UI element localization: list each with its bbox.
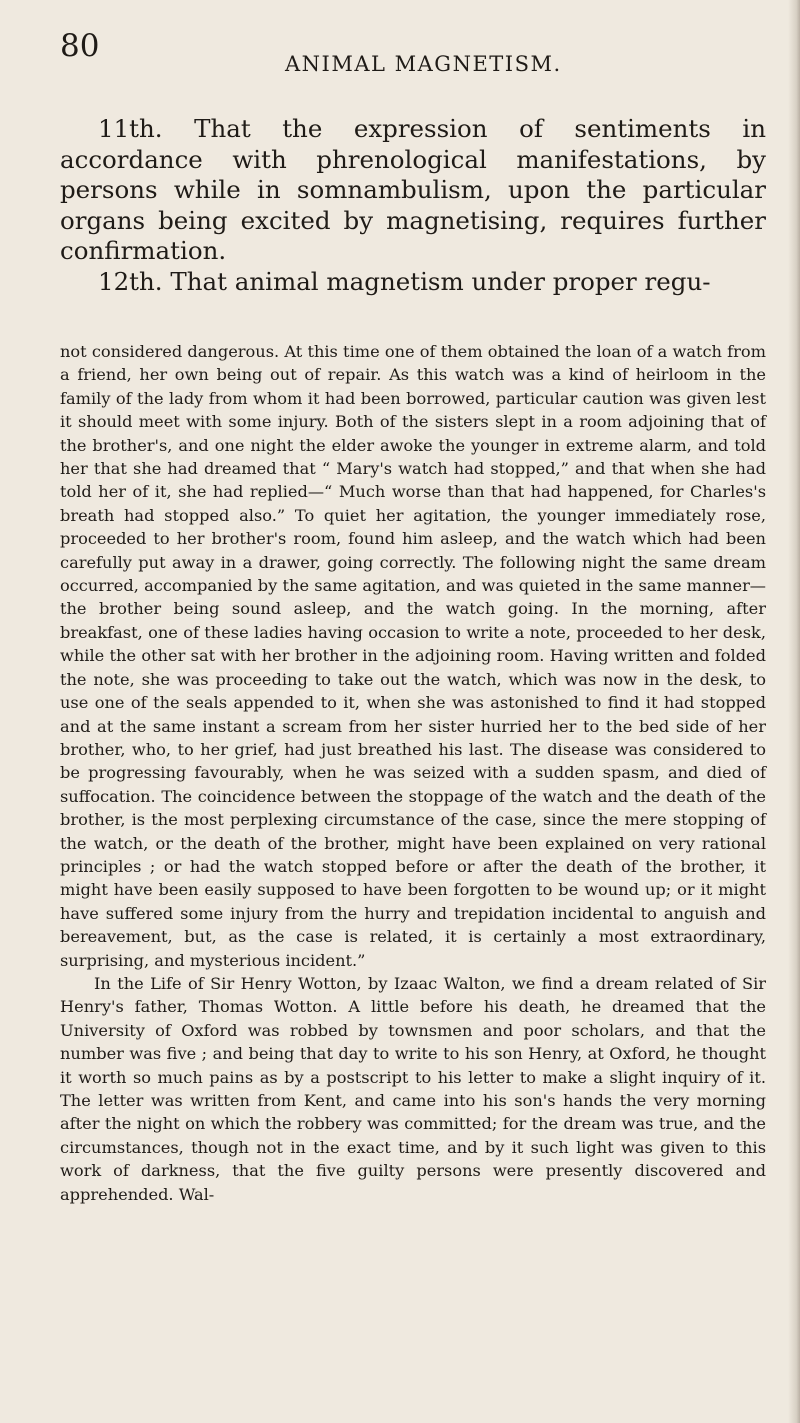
main-text [60, 114, 766, 297]
running-head: ANIMAL MAGNETISM. [285, 52, 562, 76]
paragraph-12th: 12th. That animal magnetism under proper regu- [98, 266, 711, 296]
page-edge [788, 0, 800, 1423]
footnote-text [60, 340, 766, 1206]
paragraph-11th: 11th. That the expression of sentiments in accordance with phrenological manifestations, by persons while in somnambulism, upon the particular organs being excited by magnetising, requires further confirmation. [60, 114, 766, 265]
footnote-paragraph-1: not considered dangerous. At this time one of them obtained the loan of a watch from a friend, her own being out of repair. As this watch was a kind of heirloom in the family of the lady from whom it had been borrowed, particular caution was given lest it should meet with some injury. Both of the sisters slept in a room adjoining that of the brother's, and one night the elder awoke the younger in extreme alarm, and told her that she had dreamed that “ Mary's watch had stopped,” and that when she had told her of it, she had replied—“ Much worse than that had happened, for Charles's breath had stopped also.” To quiet her agitation, the younger immediately rose, proceeded to her brother's room, found him asleep, and the watch which had been carefully put away in a drawer, going correctly. The following night the same dream occurred, accompanied by the same agitation, and was quieted in the same manner—the brother being sound asleep, and the watch going. In the morning, after breakfast, one of these ladies having occasion to write a note, proceeded to her desk, while the other sat with her brother in the adjoining room. Having written and folded the note, she was proceeding to take out the watch, which was now in the desk, to use one of the seals appended to it, when she was astonished to find it had stopped and at the same instant a scream from her sister hurried her to the bed side of her brother, who, to her grief, had just breathed his last. The disease was considered to be progressing favourably, when he was seized with a sudden spasm, and died of suffocation. The coincidence between the stoppage of the watch and the death of the brother, is the most perplexing circumstance of the case, since the mere stopping of the watch, or the death of the brother, might have been explained on very rational principles ; or had the watch stopped before or after the death of the brother, it might have been easily supposed to have been forgotten to be wound up; or it might have suffered some injury from the hurry and trepidation incidental to anguish and bereavement, but, as the case is related, it is certainly a most extraordinary, surprising, and mysterious incident.” [60, 342, 766, 970]
page-number: 80 [60, 28, 100, 64]
page-header [60, 28, 760, 78]
footnote-paragraph-2: In the Life of Sir Henry Wotton, by Izaac Walton, we find a dream related of Sir Henry's father, Thomas Wotton. A little before his death, he dreamed that the University of Oxford was robbed by townsmen and poor scholars, and that the number was five ; and being that day to write to his son Henry, at Oxford, he thought it worth so much pains as by a postscript to his letter to make a slight inquiry of it. The letter was written from Kent, and came into his son's hands the very morning after the night on which the robbery was committed; for the dream was true, and the circumstances, though not in the exact time, and by it such light was given to this work of darkness, that the five guilty persons were presently discovered and apprehended. Wal- [60, 973, 766, 1204]
